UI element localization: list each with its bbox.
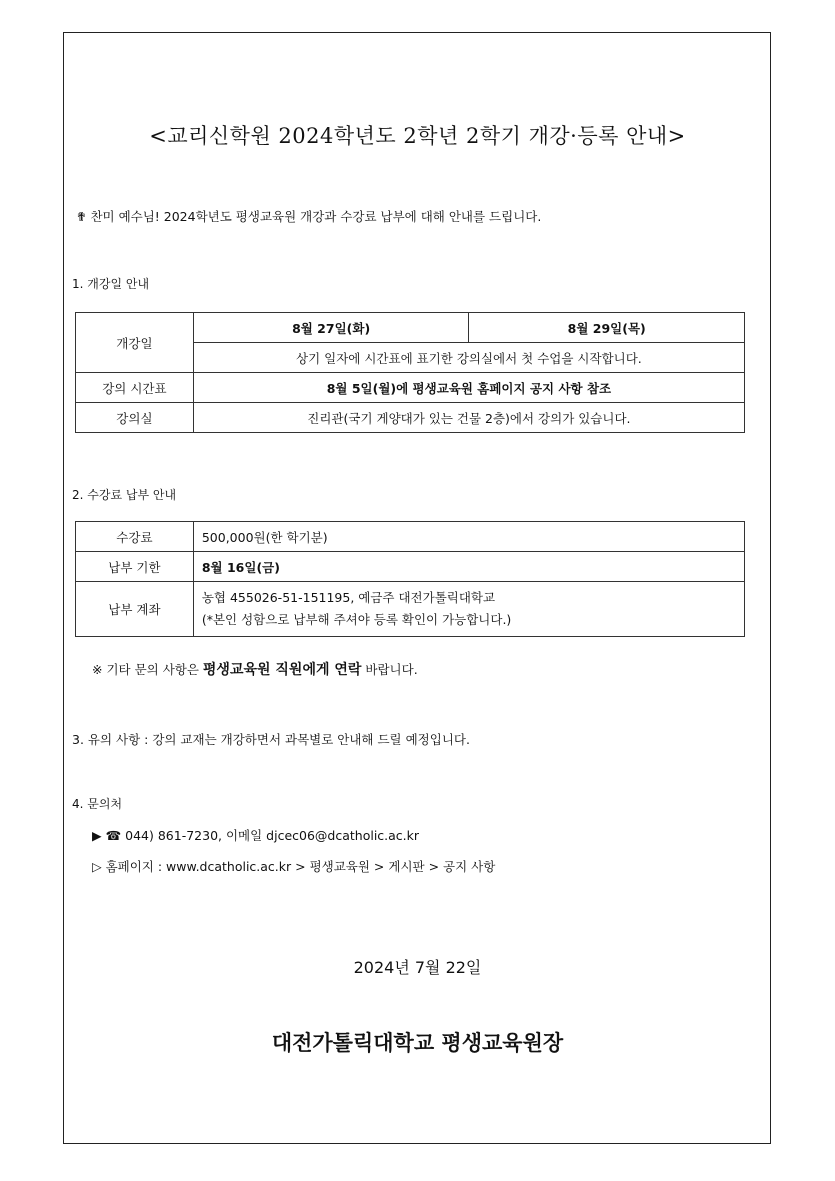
section3-text: 3. 유의 사항 : 강의 교재는 개강하면서 과목별로 안내해 드릴 예정입니다. bbox=[72, 732, 470, 747]
schedule-label: 강의 시간표 bbox=[76, 373, 194, 403]
section4-heading: 4. 문의처 bbox=[72, 797, 123, 811]
fee-table bbox=[75, 521, 745, 637]
account-line-2: (*본인 성함으로 납부해 주셔야 등록 확인이 가능합니다.) bbox=[201, 612, 512, 627]
opening-date-1: 8월 27일(화) bbox=[193, 313, 469, 343]
document-date: 2024년 7월 22일 bbox=[353, 958, 482, 977]
room-label: 강의실 bbox=[76, 403, 194, 433]
note-bold: 평생교육원 직원에게 연락 bbox=[202, 662, 362, 678]
schedule-value: 8월 5일(월)에 평생교육원 홈페이지 공지 사항 참조 bbox=[193, 373, 744, 403]
opening-label: 개강일 bbox=[76, 313, 194, 373]
inquiry-note bbox=[92, 659, 418, 679]
document-title: <교리신학원 2024학년도 2학년 2학기 개강·등록 안내> bbox=[149, 124, 686, 148]
fee-label: 수강료 bbox=[76, 522, 194, 552]
note-suffix: 바랍니다. bbox=[361, 662, 418, 677]
account-value bbox=[193, 582, 744, 637]
contact-line: ▶ ☎ 044) 861-7230, 이메일 djcec06@dcatholic.ac.kr bbox=[92, 828, 420, 843]
fee-value: 500,000원(한 학기분) bbox=[193, 522, 744, 552]
account-line-1: 농협 455026-51-151195, 예금주 대전가톨릭대학교 bbox=[201, 590, 496, 605]
deadline-value: 8월 16일(금) bbox=[193, 552, 744, 582]
section2-heading: 2. 수강료 납부 안내 bbox=[72, 488, 177, 502]
opening-note: 상기 일자에 시간표에 표기한 강의실에서 첫 수업을 시작합니다. bbox=[193, 343, 744, 373]
opening-date-2: 8월 29일(목) bbox=[469, 313, 745, 343]
signature: 대전가톨릭대학교 평생교육원장 bbox=[271, 1031, 564, 1055]
section1-heading: 1. 개강일 안내 bbox=[72, 277, 150, 291]
greeting: ✟ 찬미 예수님! 2024학년도 평생교육원 개강과 수강료 납부에 대해 안내를 드립니다. bbox=[76, 209, 542, 224]
note-prefix: ※ 기타 문의 사항은 bbox=[92, 662, 203, 677]
homepage-line: ▷ 홈페이지 : www.dcatholic.ac.kr > 평생교육원 > 게시판 > 공지 사항 bbox=[92, 859, 496, 874]
opening-table bbox=[75, 312, 745, 433]
room-value: 진리관(국기 게양대가 있는 건물 2층)에서 강의가 있습니다. bbox=[193, 403, 744, 433]
account-label: 납부 계좌 bbox=[76, 582, 194, 637]
deadline-label: 납부 기한 bbox=[76, 552, 194, 582]
